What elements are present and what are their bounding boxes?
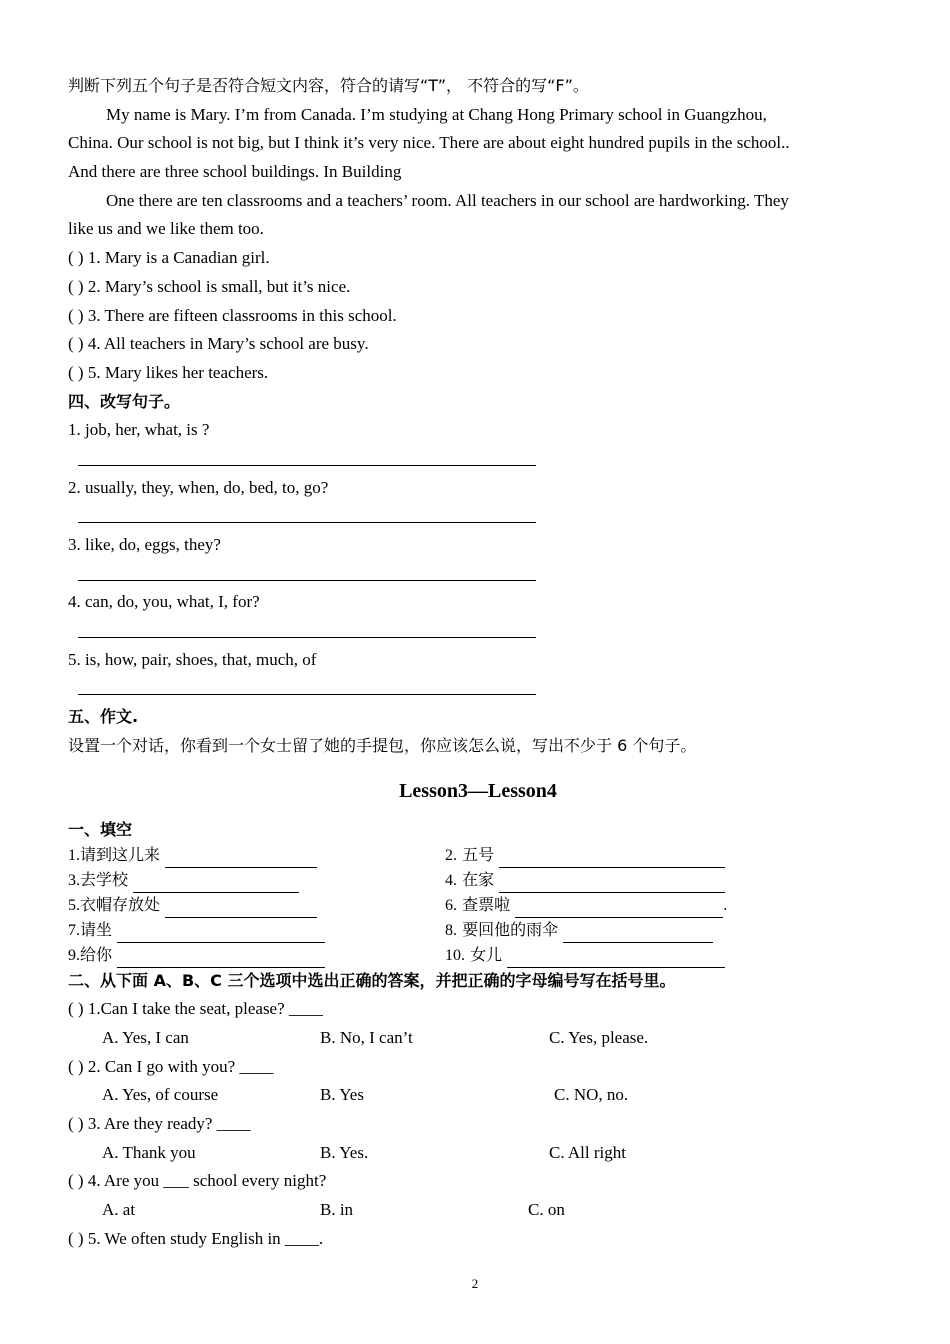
option-b: B. in [320,1200,354,1219]
choice-options [68,1139,888,1168]
passage-line: One there are ten classrooms and a teachers’ room. All teachers in our school are hardworking. They [106,190,789,210]
fill-blank [515,899,723,918]
rewrite-item: 4. can, do, you, what, I, for? [68,592,260,612]
rewrite-item: 5. is, how, pair, shoes, that, much, of [68,649,317,669]
option-c: C. NO, no. [554,1085,629,1105]
option-a: A. Yes, of course [102,1085,219,1105]
worksheet-page [68,72,888,1253]
choice-heading: 二、从下面 A、B、C 三个选项中选出正确的答案，并把正确的字母编号写在括号里。 [68,970,676,990]
fill-item: 8. 要回他的雨伞 [445,917,885,942]
choice-question: ( ) 1.Can I take the seat, please? ____ [68,999,323,1019]
option-a: A. Thank you [102,1142,196,1162]
option-c: C. Yes, please. [549,1027,649,1047]
fill-blank [165,899,317,918]
passage-line: My name is Mary. I’m from Canada. I’m studying at Chang Hong Primary school in Guangzhou, [106,104,767,124]
fill-item: 9.给你 [68,942,445,967]
passage-line: And there are three school buildings. In Building [68,162,402,182]
rewrite-item: 1. job, her, what, is ? [68,420,210,440]
option-a: A. Yes, I can [102,1027,189,1047]
writing-heading: 五、作文. [68,707,139,727]
fill-blank [165,849,317,868]
fill-item: 6. 查票啦 . [445,892,885,917]
rewrite-heading: 四、改写句子。 [68,391,181,411]
option-b: B. Yes [320,1085,364,1105]
passage-line: like us and we like them too. [68,219,264,239]
tf-question: ( ) 5. Mary likes her teachers. [68,362,269,382]
lesson-title: Lesson3—Lesson4 [399,779,557,802]
choice-options [68,1196,888,1225]
answer-line [68,502,888,531]
rewrite-item: 3. like, do, eggs, they? [68,535,221,554]
fill-blank [117,949,325,968]
rewrite-item: 2. usually, they, when, do, bed, to, go? [68,477,329,497]
choice-question: ( ) 3. Are they ready? ____ [68,1113,251,1133]
option-b: B. No, I can’t [320,1027,413,1047]
option-b: B. Yes. [320,1142,369,1162]
tf-question: ( ) 2. Mary’s school is small, but it’s nice. [68,276,351,296]
answer-line [68,674,888,703]
fill-item: 7.请坐 [68,917,445,942]
choice-options [68,1024,888,1053]
page-number: 2 [471,1276,479,1291]
answer-line [68,445,888,474]
option-a: A. at [102,1200,136,1219]
option-c: C. All right [549,1142,626,1162]
fill-blank [133,874,299,893]
option-c: C. on [528,1200,565,1219]
fill-blank [563,924,713,943]
passage-line: China. Our school is not big, but I think it’s very nice. There are about eight hundred pupils in the school.. [68,133,790,153]
fill-item: 5.衣帽存放处 [68,892,445,917]
tf-question: ( ) 4. All teachers in Mary’s school are busy. [68,334,369,354]
tf-question: ( ) 1. Mary is a Canadian girl. [68,248,270,268]
choice-options [68,1081,888,1110]
writing-prompt: 设置一个对话，你看到一个女士留了她的手提包，你应该怎么说，写出不少于 6 个句子。 [68,735,697,755]
choice-question: ( ) 4. Are you ___ school every night? [68,1171,327,1191]
fill-grid [68,842,888,967]
fill-item: 3.去学校 [68,867,445,892]
fill-blank [507,949,725,968]
fill-item: 4. 在家 [445,867,885,892]
reading-instruction: 判断下列五个句子是否符合短文内容，符合的请写“T”， 不符合的写“F”。 [68,76,589,95]
fill-blank [117,924,325,943]
tf-question: ( ) 3. There are fifteen classrooms in this school. [68,305,397,325]
fill-blank [499,849,725,868]
choice-question: ( ) 2. Can I go with you? ____ [68,1056,274,1076]
fill-heading: 一、填空 [68,819,133,839]
answer-line [68,617,888,646]
choice-question: ( ) 5. We often study English in ____. [68,1228,324,1248]
fill-item: 1.请到这儿来 [68,842,445,867]
fill-blank [499,874,725,893]
answer-line [68,560,888,589]
fill-item: 10. 女儿 [445,942,885,967]
fill-item: 2. 五号 [445,842,885,867]
